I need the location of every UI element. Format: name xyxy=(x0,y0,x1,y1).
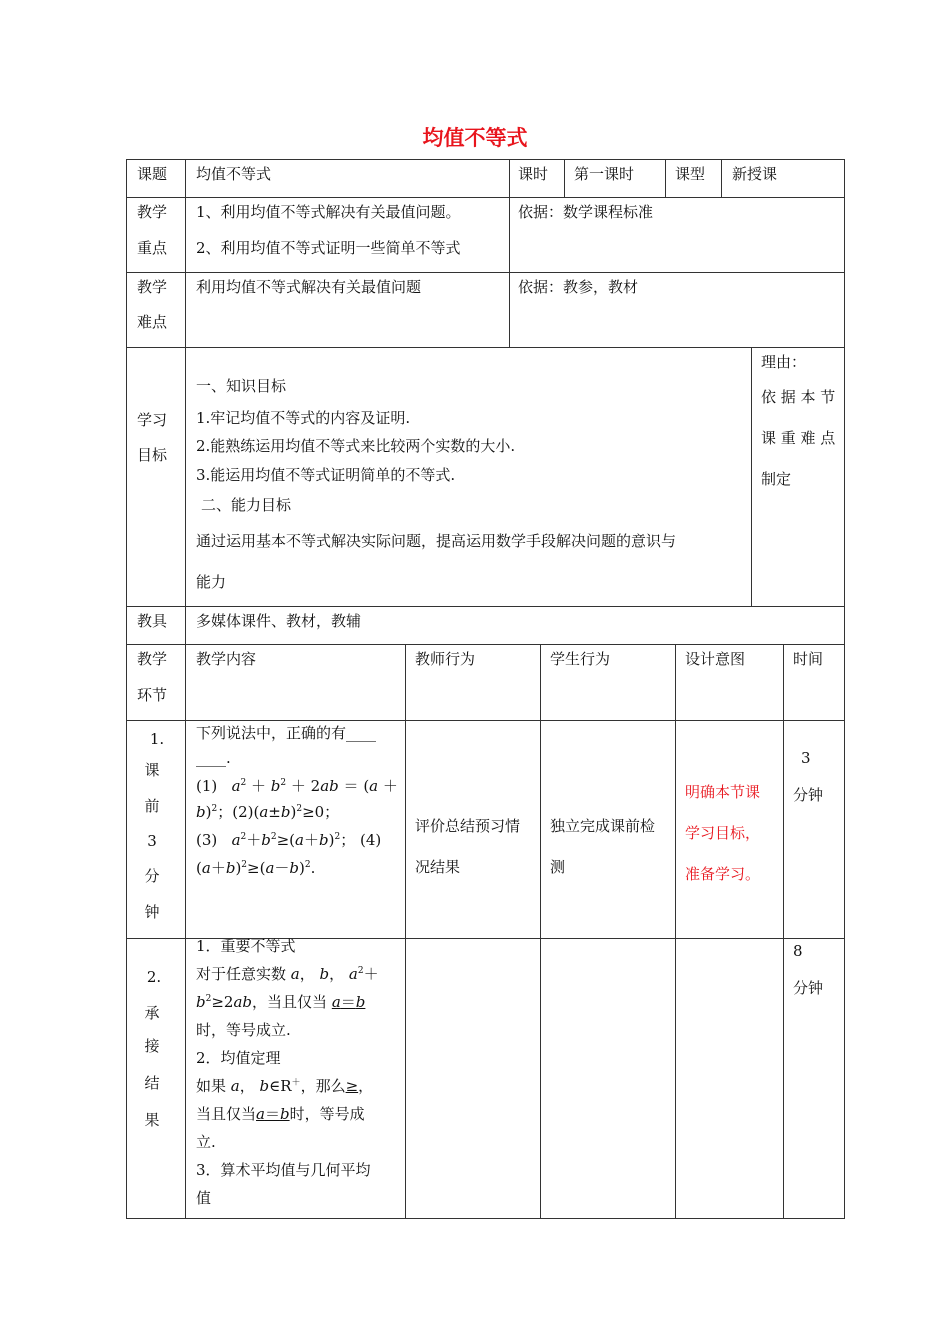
tools-label: 教具 xyxy=(137,612,168,630)
time-header: 时间 xyxy=(793,650,824,668)
row-divider xyxy=(126,347,845,348)
content-line: 值 xyxy=(196,1189,212,1207)
knowledge-item: 2.能熟练运用均值不等式来比较两个实数的大小. xyxy=(196,437,516,455)
stage-char: 前 xyxy=(144,797,160,815)
content-line: 1．重要不等式 xyxy=(196,937,296,955)
teacher-action: 评价总结预习情 xyxy=(415,817,521,835)
difficulty-basis: 依据：教参，教材 xyxy=(518,278,639,296)
row-divider xyxy=(126,272,845,273)
ability-heading: 二、能力目标 xyxy=(201,496,292,514)
stage-char: 2. xyxy=(146,968,162,986)
content-formula-line: $(a+b)^2\ge(a-b)^2$. xyxy=(196,859,316,877)
key-points-basis: 依据：数学课程标准 xyxy=(518,203,654,221)
time-value: 8 xyxy=(793,942,803,960)
reason-text: 理由： xyxy=(761,353,807,371)
student-header: 学生行为 xyxy=(550,650,611,668)
ability-text: 能力 xyxy=(196,573,227,591)
stage-char: 课 xyxy=(144,761,160,779)
key-point-item: 1、利用均值不等式解决有关最值问题。 xyxy=(196,203,461,221)
content-line: 立. xyxy=(196,1133,216,1151)
row-divider xyxy=(126,644,845,645)
content-formula-line: (3) $a^2+b^2\ge(a+b)^2$； (4) xyxy=(196,831,382,849)
row-divider xyxy=(126,720,845,721)
content-header: 教学内容 xyxy=(196,650,257,668)
content-line: 时，等号成立. xyxy=(196,1021,291,1039)
topic-label: 课题 xyxy=(137,165,168,183)
design-intent: 明确本节课 xyxy=(685,783,761,801)
row-divider xyxy=(126,606,845,607)
difficulty-label: 教学 xyxy=(137,278,168,296)
period-label: 课时 xyxy=(518,165,549,183)
col-divider xyxy=(405,644,406,1219)
content-blank: ____. xyxy=(196,749,231,767)
col-divider xyxy=(185,159,186,1219)
stage-char: 1. xyxy=(149,730,165,748)
teacher-header: 教师行为 xyxy=(415,650,476,668)
content-line: 3．算术平均值与几何平均 xyxy=(196,1161,371,1179)
design-intent: 准备学习。 xyxy=(685,865,761,883)
col-divider xyxy=(783,644,784,1219)
col-divider xyxy=(675,644,676,1219)
col-divider xyxy=(540,644,541,1219)
knowledge-item: 1.牢记均值不等式的内容及证明. xyxy=(196,409,411,427)
time-value: 3 xyxy=(801,749,811,767)
reason-text: 制定 xyxy=(761,470,792,488)
content-formula-line: b)$^2$；$(2)(a\pm b)^2\ge 0$； xyxy=(196,803,340,821)
reason-text: 依 据 本 节 xyxy=(761,388,836,406)
content-intro: 下列说法中，正确的有____ xyxy=(196,724,377,742)
col-divider xyxy=(721,159,722,197)
topic-value: 均值不等式 xyxy=(196,165,272,183)
col-divider xyxy=(564,159,565,197)
content-line: 2．均值定理 xyxy=(196,1049,281,1067)
col-divider xyxy=(509,159,510,347)
time-value: 分钟 xyxy=(793,979,824,997)
reason-text: 课 重 难 点 xyxy=(761,429,836,447)
difficulty-label: 难点 xyxy=(137,313,168,331)
tools-value: 多媒体课件、教材，教辅 xyxy=(196,612,362,630)
difficulty-text: 利用均值不等式解决有关最值问题 xyxy=(196,278,422,296)
stage-header: 环节 xyxy=(137,686,168,704)
page-title: 均值不等式 xyxy=(422,126,528,150)
content-line: 如果 a， b∈R＋，那么≥， xyxy=(196,1077,374,1095)
stage-char: 果 xyxy=(144,1111,160,1129)
design-intent: 学习目标， xyxy=(685,824,761,842)
period-value: 第一课时 xyxy=(574,165,635,183)
content-formula-line: (1) $a^2 + b^2 + 2ab = (a$ ＋ xyxy=(196,777,398,795)
knowledge-heading: 一、知识目标 xyxy=(196,377,287,395)
objectives-label: 学习 xyxy=(137,411,168,429)
knowledge-item: 3.能运用均值不等式证明简单的不等式. xyxy=(196,466,456,484)
ability-text: 通过运用基本不等式解决实际问题，提高运用数学手段解决问题的意识与 xyxy=(196,532,677,550)
stage-char: 钟 xyxy=(144,903,160,921)
stage-header: 教学 xyxy=(137,650,168,668)
type-label: 课型 xyxy=(675,165,706,183)
teacher-action: 况结果 xyxy=(415,858,461,876)
student-action: 独立完成课前检 xyxy=(550,817,656,835)
stage-char: 承 xyxy=(144,1004,160,1022)
time-value: 分钟 xyxy=(793,786,824,804)
key-points-label: 教学 xyxy=(137,203,168,221)
key-point-item: 2、利用均值不等式证明一些简单不等式 xyxy=(196,239,461,257)
stage-char: 结 xyxy=(144,1074,160,1092)
student-action: 测 xyxy=(550,858,566,876)
row-divider xyxy=(126,197,845,198)
col-divider xyxy=(751,347,752,606)
type-value: 新授课 xyxy=(732,165,778,183)
stage-char: 分 xyxy=(144,867,160,885)
stage-char: 接 xyxy=(144,1037,160,1055)
content-line: $b^2\ge 2ab$，当且仅当 a＝b xyxy=(196,993,366,1011)
key-points-label: 重点 xyxy=(137,239,168,257)
design-header: 设计意图 xyxy=(685,650,746,668)
content-line: 对于任意实数 a， b， $a^2+$ xyxy=(196,965,379,983)
stage-char: 3 xyxy=(147,832,157,850)
objectives-label: 目标 xyxy=(137,446,168,464)
content-line: 当且仅当a＝b时，等号成 xyxy=(196,1105,365,1123)
col-divider xyxy=(665,159,666,197)
